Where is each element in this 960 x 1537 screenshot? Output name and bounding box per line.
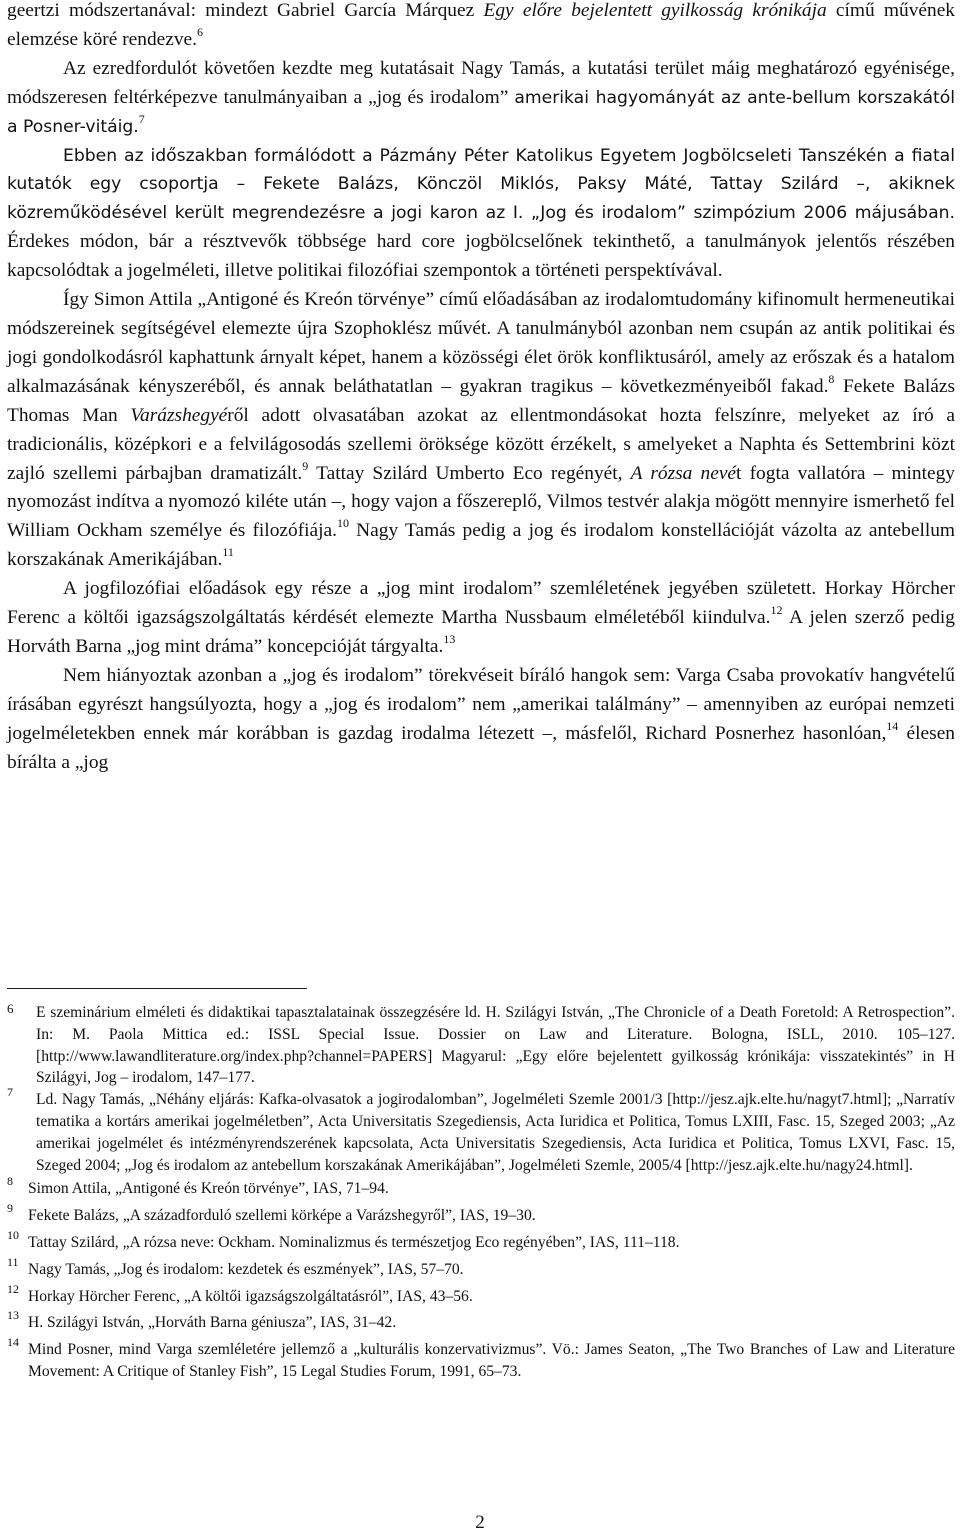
- footnote-ref-6[interactable]: 6: [197, 24, 204, 39]
- footnote-ref-13[interactable]: 13: [443, 631, 456, 646]
- footnote-number: 14: [7, 1335, 19, 1350]
- footnote-text: Horkay Hörcher Ferenc, „A költői igazságszolgáltatásról”, IAS, 43–56.: [28, 1287, 473, 1305]
- text-run: Érdekes módon, bár a résztvevők többsége hard core jogbölcselőnek tekinthető, a tanulmányok jelentős részében kapcsolódtak a jogelméleti, illetve politikai filozófiai szempontok a történeti perspektívával.: [7, 231, 955, 282]
- footnote-14: [7, 1335, 955, 1383]
- footnote-12: [7, 1281, 955, 1308]
- text-run: amerikai hagyományát az ante-bellum korszakától a Posner-vitáig.: [7, 87, 956, 137]
- footnote-8: [7, 1174, 955, 1200]
- book-title: A rózsa nevé: [630, 462, 737, 484]
- page-number: 2: [475, 1512, 485, 1533]
- text-run: t fogta vallatóra – mintegy nyomozást indítva a nyomozó kiléte után –, hogy vajon a főszereplő, Vilmos testvér alakja mögött mennyire ismerhető fel William Ockham személye és filozófiája.: [7, 462, 955, 542]
- text-run: Fekete Balázs Thomas Man: [7, 375, 955, 426]
- text-run: Nem hiányoztak azonban a „jog és irodalom” törekvéseit bíráló hangok sem: Varga Csaba provokatív hangvételű írásában egyrészt hangsúlyozta, hogy a „jog és irodalom” nem „amerikai találmány” – amennyiben az európai nemzeti jogelméletekben ennek már korábban is gazdag irodalma létezett –, másfelől, Richard Posnerhez hasonlóan,: [7, 664, 955, 744]
- footnote-text: Ld. Nagy Tamás, „Néhány eljárás: Kafka-olvasatok a jogirodalomban”, Jogelméleti Szemle 2001/3 [http://jesz.ajk.elte.hu/nagyt7.html]; „Narratív tematika a kortárs amerikai jogelméletben”, Acta Universitatis Szegediensis, Acta Iuridica et Politica, Tomus LXIII, Fasc. 15, Szeged 2003; „Az amerikai jogelmélet és intézményrendszerének kapcsolata, Acta Universitatis Szegediensis, Acta Iuridica et Politica, Tomus LXVI, Fasc. 15, Szeged 2004; „Jog és irodalom az antebellum korszakának Amerikájában”, Jogelméleti Szemle, 2005/4 [http://jesz.ajk.elte.hu/nagy24.html].: [36, 1091, 955, 1174]
- footnote-10: [7, 1227, 955, 1254]
- text-run: Nagy Tamás pedig a jog és irodalom konstellációját vázolta az antebellum korszakának Amerikájában.: [7, 520, 956, 571]
- footnote-text: Tattay Szilárd, „A rózsa neve: Ockham. Nominalizmus és természetjog Eco regényében”, IAS, 111–118.: [28, 1233, 680, 1251]
- footnote-number: 12: [7, 1281, 19, 1296]
- footnote-ref-14[interactable]: 14: [886, 718, 899, 733]
- footnote-9: [7, 1201, 955, 1227]
- footnote-11: [7, 1254, 955, 1281]
- footnote-separator: [7, 988, 307, 989]
- text-run: A jelen szerző pedig Horváth Barna „jog mint dráma” koncepcióját tárgyalta.: [7, 607, 955, 657]
- footnote-ref-9[interactable]: 9: [302, 458, 309, 473]
- footnote-number: 8: [7, 1174, 13, 1189]
- footnote-text: Simon Attila, „Antigoné és Kreón törvénye”, IAS, 71–94.: [28, 1180, 389, 1198]
- footnote-ref-7[interactable]: 7: [138, 111, 145, 126]
- footnote-text: H. Szilágyi István, „Horváth Barna géniusza”, IAS, 31–42.: [28, 1314, 397, 1332]
- text-run: ről adott olvasatában azokat az ellentmondásokat hozta felszínre, melyeket az író a tradicionális, középkori e a felvilágosodás szellemi öröksége között érzékelt, s amelyeket a Naphta és Settembrini közt zajló szellemi párbajban dramatizált.: [7, 404, 955, 484]
- book-title: Varázshegyé: [130, 404, 228, 426]
- paragraph-4: [7, 286, 955, 575]
- text-run: Tattay Szilárd Umberto Eco regényét,: [308, 462, 631, 484]
- text-run: Ebben az időszakban formálódott a Pázmány Péter Katolikus Egyetem Jogbölcseleti Tanszékén a fiatal kutatók egy csoportja – Fekete Balázs, Könczöl Miklós, Paksy Máté, Tattay Szilárd –, akiknek közreműködésével került megrendezésre a jogi karon az I. „Jog és irodalom” szimpózium 2006 májusában.: [7, 145, 955, 224]
- paragraph-1: [7, 0, 955, 55]
- footnote-number: 6: [7, 1001, 14, 1016]
- paragraph-5: [7, 575, 955, 662]
- footnote-text: Mind Posner, mind Varga szemléletére jellemző a „kulturális konzervativizmus”. Vö.: James Seaton, „The Two Branches of Law and Literature Movement: A Critique of Stanley Fish”, 15 Legal Studies Forum, 1991, 65–73.: [28, 1341, 955, 1380]
- footnote-7: [7, 1085, 955, 1176]
- paragraph-2: [7, 55, 955, 142]
- footnote-number: 11: [7, 1254, 19, 1269]
- footnote-number: 9: [7, 1201, 13, 1216]
- text-run: című művének elemzése köré rendezve.: [7, 0, 955, 50]
- footnote-text: Fekete Balázs, „A századforduló szellemi körképe a Varázshegyről”, IAS, 19–30.: [28, 1207, 536, 1225]
- footnote-6: [7, 1002, 955, 1089]
- document-page: [7, 0, 955, 777]
- footnote-number: 13: [7, 1308, 19, 1323]
- footnote-ref-8[interactable]: 8: [828, 371, 835, 386]
- text-run: élesen bírálta a „jog: [7, 722, 956, 773]
- footnote-ref-10[interactable]: 10: [337, 516, 349, 531]
- footnote-number: 7: [7, 1085, 13, 1100]
- text-run: Így Simon Attila „Antigoné és Kreón törvénye” című előadásában az irodalomtudomány kifinomult hermeneutikai módszereinek segítségével elemezte újra Szophoklész művét. A tanulmányból azonban nem csupán az antik politikai és jogi gondolkodásról kaphattunk árnyalt képet, hanem a közösségi élet örök konfliktusáról, amely az erőszak és a hatalom alkalmazásának kényszeréből, és annak beláthatatlan – gyakran tragikus – következményeiből fakad.: [7, 289, 955, 397]
- footnote-text: E szeminárium elméleti és didaktikai tapasztalatainak összegzésére ld. H. Szilágyi István, „The Chronicle of a Death Foretold: A Retrospection”. In: M. Paola Mittica ed.: ISSL Special Issue. Dossier on Law and Literature. Bologna, ISLL, 2010. 105–127. [http://www.lawandliterature.org/index.php?channel=PAPERS] Magyarul: „Egy előre bejelentett gyilkosság krónikája: visszatekintés” in H Szilágyi, Jog – irodalom, 147–177.: [36, 1004, 955, 1087]
- footnote-ref-12[interactable]: 12: [770, 603, 783, 618]
- footnote-number: 10: [7, 1227, 19, 1242]
- footnote-13: [7, 1308, 955, 1334]
- text-run: A jogfilozófiai előadások egy része a „jog mint irodalom” szemléletének jegyében született. Horkay Hörcher Ferenc a költői igazságszolgáltatás kérdését elemezte Martha Nussbaum elméletéből kiindulva.: [7, 578, 955, 629]
- paragraph-6: [7, 662, 955, 778]
- text-run: Az ezredfordulót követően kezdte meg kutatásait Nagy Tamás, a kutatási terület máig meghatározó egyénisége, módszeresen feltérképezve tanulmányaiban a „jog és irodalom”: [7, 57, 955, 108]
- body-text: [7, 0, 955, 777]
- paragraph-3: [7, 142, 955, 287]
- footnote-text: Nagy Tamás, „Jog és irodalom: kezdetek és eszmények”, IAS, 57–70.: [28, 1260, 464, 1278]
- footnote-ref-11[interactable]: 11: [222, 545, 234, 560]
- book-title: Egy előre bejelentett gyilkosság krónikája: [483, 0, 827, 21]
- footnotes: [7, 1002, 955, 1383]
- text-run: geertzi módszertanával: mindezt Gabriel García Márquez: [7, 0, 484, 21]
